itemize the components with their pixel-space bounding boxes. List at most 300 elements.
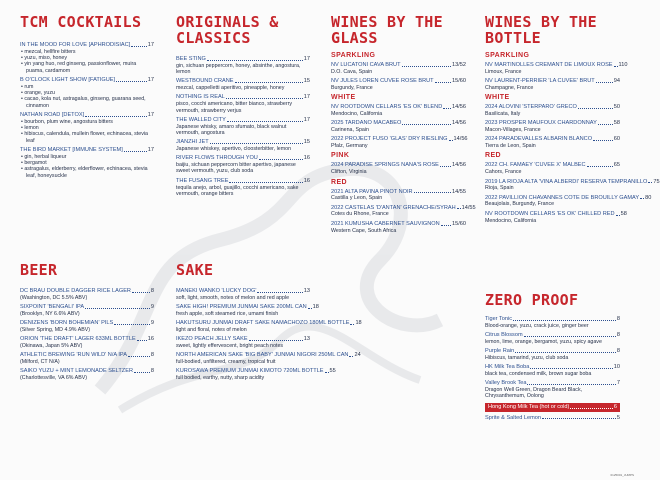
menu-item-line	[485, 120, 620, 127]
dot-leader	[85, 308, 150, 309]
item-price: 110	[618, 62, 628, 68]
item-price: 8	[616, 316, 620, 322]
item-price: 17	[303, 94, 310, 101]
menu-item	[485, 136, 620, 149]
menu-item	[176, 288, 310, 301]
menu-item	[485, 62, 628, 75]
subsection-label: RED	[485, 152, 501, 160]
item-description: Pfalz, Germany	[331, 143, 368, 150]
menu-item-line	[20, 77, 154, 84]
dot-leader	[134, 372, 150, 373]
menu-item-line	[20, 288, 154, 295]
menu-item-line	[331, 204, 476, 212]
dot-leader	[616, 215, 620, 216]
item-price: 14/55	[461, 204, 476, 211]
dot-leader	[128, 356, 150, 357]
item-price: 60	[613, 136, 620, 143]
dot-leader	[116, 81, 147, 82]
item-price: 65	[613, 162, 620, 169]
dot-leader	[131, 46, 147, 47]
menu-item	[485, 194, 652, 208]
subsection-label: WHITE	[331, 94, 356, 102]
item-description: Rioja, Spain	[485, 185, 514, 192]
menu-item-line	[485, 194, 652, 202]
menu-item-line	[20, 304, 154, 311]
item-price: 14/55	[452, 188, 466, 195]
item-name: NV LAURENT-PERRIER 'LA CUVEE' BRUT	[485, 78, 595, 85]
item-description: gin, sichuan peppercorn, honey, absinthe, angostura, lemon	[176, 62, 301, 76]
menu-item-line	[20, 147, 154, 154]
menu-item-line	[485, 62, 628, 69]
item-name: Tiger Tonic	[485, 316, 513, 322]
item-description: Carinena, Spain	[331, 127, 369, 134]
bottle-section	[485, 13, 660, 224]
item-description: black tea, condensed milk, brown sugar boba	[485, 371, 592, 378]
item-name: ORION 'THE DRAFT' LAGER 633ML BOTTLE	[20, 336, 136, 343]
item-name: Sprite & Salted Lemon	[485, 414, 541, 421]
menu-item-line	[331, 120, 466, 127]
item-name: WESTBOUND CRANE	[176, 78, 234, 85]
dot-leader	[598, 124, 613, 125]
item-name: ATHLETIC BREWING 'RUN WILD' N/A IPA	[20, 352, 127, 359]
menu-item	[485, 316, 620, 329]
dot-leader	[593, 140, 613, 141]
menu-item-line	[176, 368, 336, 375]
menu-item	[485, 380, 620, 399]
item-price: 14/56	[452, 162, 466, 169]
originals-title: ORIGINALS & CLASSICS	[176, 13, 279, 47]
item-price: 58	[620, 210, 627, 217]
menu-item	[176, 304, 319, 317]
menu-item	[485, 415, 620, 422]
item-description: (Okinawa, Japan 5% ABV)	[20, 343, 83, 350]
menu-item	[176, 368, 336, 382]
subsection-label: SPARKLING	[331, 52, 376, 59]
item-name: KUROSAWA PREMIUM JUNMAI KIMOTO 720ML BOTTLE	[176, 368, 324, 375]
item-description: Basilicata, Italy	[485, 110, 521, 117]
menu-item-line	[176, 117, 310, 124]
ingredient: • yin yang huo, red ginseng, passionflower, muira puama, cardamom	[26, 61, 154, 74]
ingredient: • mezcal, hellfire bitters	[26, 49, 154, 55]
menu-item	[176, 94, 310, 113]
menu-item	[20, 336, 154, 349]
menu-item	[20, 304, 154, 317]
item-name: SIXPOINT 'BENGALI' IPA	[20, 304, 85, 311]
dot-leader	[85, 116, 147, 117]
menu-item-line	[485, 104, 620, 111]
ingredient-list	[20, 84, 154, 109]
ingredient-list	[20, 49, 154, 74]
dot-leader	[259, 159, 303, 160]
item-name: Purple Rain	[485, 348, 515, 355]
item-price: 16	[303, 177, 310, 184]
dot-leader	[207, 60, 303, 61]
item-name: 2023 PROSPER MAUFOUX CHARDONNAY	[485, 120, 597, 127]
item-name: 2022 PROJECT FUSO 'GLAS' DRY RIESLING	[331, 136, 448, 143]
item-name: MANEKI WANKO 'LUCKY DOG'	[176, 288, 257, 294]
footer-code: 0125001_JUMPS	[610, 473, 634, 477]
menu-item	[485, 210, 627, 224]
ingredient-list	[20, 154, 154, 179]
item-price: 7	[616, 380, 620, 387]
menu-item-line	[20, 352, 154, 359]
dot-leader	[578, 108, 613, 109]
ingredient: • astragalus, elderberry, elderflower, echinacea, stevia leaf, honeysuckle	[26, 166, 154, 179]
item-description: mezcal, cappelletti aperitivo, pineapple, honey	[176, 85, 285, 92]
menu-item	[176, 352, 361, 366]
item-price: 8	[616, 332, 620, 339]
menu-item	[176, 155, 310, 174]
dot-leader	[640, 198, 644, 199]
dot-leader	[524, 336, 616, 337]
item-name: 2021 KUMUSHA CABERNET SAUVIGNON	[331, 220, 440, 227]
originals-section	[176, 14, 310, 197]
menu-item-line	[176, 78, 310, 85]
item-name: SAKE HIGH! PREMIUM JUNMAI SAKE 200ML CAN	[176, 304, 307, 311]
menu-item	[331, 78, 466, 91]
item-name: HAKUTSURU JUNMAI DRAFT SAKE NAMACHOZO 180ML BOTTLE	[176, 320, 350, 327]
sake-title: SAKE	[176, 261, 214, 279]
item-price: 15	[303, 78, 310, 85]
item-description: Champagne, France	[485, 84, 534, 91]
cocktails-title: TCM COCKTAILS	[20, 13, 142, 31]
menu-item	[176, 320, 362, 333]
item-price: 14/56	[452, 120, 466, 127]
item-price: 14/56	[452, 104, 466, 111]
ingredient: • hibiscus, calendula, mullein flower, echinacea, stevia leaf	[26, 131, 154, 144]
subsection-label: PINK	[331, 152, 350, 160]
item-price: 17	[147, 76, 154, 83]
item-name: Citrus Blossom	[485, 332, 523, 339]
menu-item-line	[485, 162, 620, 169]
item-price: 8	[150, 368, 154, 375]
dot-leader	[325, 372, 329, 373]
item-name: NATHAN ROAD [DETOX]	[20, 111, 85, 118]
dot-leader	[570, 408, 613, 409]
dot-leader	[226, 98, 303, 99]
item-name: DC BRAU DOUBLE DAGGER RICE LAGER	[20, 288, 131, 294]
menu-item-line	[485, 78, 620, 85]
item-name: NOTHING IS REAL	[176, 94, 225, 101]
menu-item-line	[331, 136, 466, 143]
item-price: 55	[329, 368, 336, 375]
item-description: lemon, lime, orange, bergamot, yuzu, spicy agave	[485, 338, 602, 345]
menu-item	[20, 112, 154, 144]
item-description: Clifton, Virginia	[331, 169, 367, 176]
menu-item-line	[20, 42, 154, 49]
dot-leader	[440, 166, 451, 167]
menu-item	[331, 120, 466, 133]
dot-leader	[587, 166, 613, 167]
menu-item	[485, 104, 620, 117]
sake-section	[176, 261, 362, 382]
menu-item-line	[485, 178, 660, 186]
menu-item-line	[485, 415, 620, 422]
dot-leader	[527, 384, 615, 385]
menu-item-line	[485, 403, 620, 412]
dot-leader	[137, 340, 147, 341]
item-price: 16	[147, 336, 154, 343]
menu-item	[20, 77, 154, 109]
item-name: B O'CLOCK LIGHT SHOW [FATIGUE]	[20, 76, 116, 83]
menu-item-line	[485, 136, 620, 143]
item-price: 17	[147, 146, 154, 153]
dot-leader	[449, 140, 453, 141]
item-price: 15/60	[452, 78, 466, 85]
item-name: NV LUCATONI CAVA BRUT	[331, 62, 401, 68]
item-name: 2022 CASTELAS 'D'ANTAN' GRENACHE/SYRAH	[331, 204, 456, 211]
menu-item	[331, 162, 466, 175]
menu-item-line	[331, 78, 466, 85]
bottle-title: WINES BY THE BOTTLE	[485, 13, 597, 47]
item-name: 2019 LA RIOJA ALTA 'VINA ALBERDI' RESERVA TEMPRANILLO	[485, 178, 648, 185]
item-description: Beaujolais, Burgundy, France	[485, 201, 555, 208]
ingredient: • yuzu, miso, honey	[26, 55, 154, 61]
menu-item-line	[485, 348, 620, 355]
beer-title: BEER	[20, 261, 58, 279]
item-name: 2022 PAVILLION CHAVANNES COTE DE BROUILLY GAMAY	[485, 194, 640, 201]
item-description: tequila anejo, arbol, guajillo, cocchi americano, sake vermouth, orange bitters	[176, 184, 299, 197]
menu-item-line	[485, 332, 620, 339]
menu-item-line	[485, 364, 620, 371]
dot-leader	[441, 225, 451, 226]
menu-item-line	[176, 352, 361, 359]
item-name: SAIKO YUZU + MINT LEMONADE SELTZER	[20, 368, 133, 375]
menu-item-line	[176, 139, 310, 146]
item-description: Japanese whiskey, apertivo, cloosterbitter, lemon	[176, 146, 292, 153]
menu-item	[485, 178, 660, 192]
item-name: NV MARTINOLLES CREMANT DE LIMOUX ROSE	[485, 62, 613, 68]
item-description: Dragon Well Green, Dragon Beard Black, Chrysanthemum, Oolong	[485, 387, 583, 400]
item-description: Western Cape, South Africa	[331, 227, 397, 234]
subsection-label: WHITE	[485, 94, 510, 102]
item-description: light and floral, notes of melon	[176, 326, 247, 333]
item-price: 80	[645, 194, 652, 201]
menu-item	[331, 189, 466, 202]
menu-item-line	[176, 178, 310, 185]
ingredient: • cacao, kola nut, astragalus, ginseng, guarana seed, cinnamon	[26, 96, 154, 109]
menu-item-line	[176, 94, 310, 101]
item-description: Mendocino, California	[485, 217, 537, 224]
item-name: THE FUSANG TREE	[176, 177, 229, 184]
menu-item-line	[331, 189, 466, 196]
item-name: 2022 CH. FAMAEY 'CUVEE X' MALBEC	[485, 162, 586, 169]
menu-item	[331, 62, 466, 75]
dot-leader	[229, 182, 302, 183]
menu-item	[176, 117, 310, 136]
menu-item	[485, 162, 620, 175]
item-description: soft, light, smooth, notes of melon and red apple	[176, 294, 290, 301]
menu-item	[485, 120, 620, 133]
item-price: 94	[613, 78, 620, 85]
item-price: 16	[303, 155, 310, 162]
menu-item	[20, 288, 154, 301]
item-description: Burgundy, France	[331, 84, 373, 91]
item-name: 2024 PARADISE SPRINGS NANA'S ROSE	[331, 162, 439, 169]
item-name: HK Milk Tea Boba	[485, 364, 530, 371]
ingredient-list	[20, 119, 154, 144]
menu-item	[176, 56, 310, 75]
item-description: Limoux, France	[485, 68, 522, 75]
item-description: Mendocino, California	[331, 110, 383, 117]
zero-proof-title: ZERO PROOF	[485, 291, 579, 309]
menu-item	[485, 403, 620, 412]
menu-item	[485, 364, 620, 377]
item-price: 13	[303, 288, 310, 294]
item-description: fresh apple, soft steamed rice, umami finish	[176, 310, 279, 317]
menu-item-line	[176, 155, 310, 162]
item-description: Blood-orange, yuzu, crack juice, ginger beer	[485, 322, 589, 329]
item-name: IKEZO PEACH JELLY SAKE	[176, 336, 248, 343]
item-name: 2024 ALOVINI 'STERPARO' GRECO	[485, 104, 577, 111]
menu-item-line	[331, 162, 466, 169]
item-name: 2024 PARADEVALLES ALBARIN BLANCO	[485, 136, 593, 143]
item-description: Tierra de Leon, Spain	[485, 143, 536, 150]
subsection-label: SPARKLING	[485, 52, 530, 59]
menu-item	[485, 78, 620, 91]
menu-item	[20, 368, 154, 381]
dot-leader	[614, 66, 618, 67]
menu-item	[331, 136, 466, 149]
zero-proof-section	[485, 292, 620, 421]
dot-leader	[227, 121, 303, 122]
item-price: 8	[150, 352, 154, 359]
menu-item-line	[20, 112, 154, 119]
item-description: (Milford, CT N/A)	[20, 359, 60, 366]
item-price: 8	[150, 288, 154, 294]
dot-leader	[414, 192, 451, 193]
item-price: 9	[150, 304, 154, 311]
ingredient: • bourbon, plum wine, angostura bitters	[26, 119, 154, 125]
item-name: NV JULES LOREN CUVEE ROSE BRUT	[331, 78, 434, 85]
item-price: 17	[147, 111, 154, 118]
item-price: 6	[613, 403, 617, 410]
dot-leader	[114, 324, 150, 325]
menu-item	[331, 221, 466, 234]
ingredient: • bergamot	[26, 160, 154, 166]
item-price: 10	[613, 364, 620, 371]
item-description: (Washington, DC 5.5% ABV)	[20, 294, 88, 301]
glass-section	[331, 13, 476, 234]
item-price: 17	[303, 116, 310, 123]
subsection-label: RED	[331, 178, 347, 186]
dot-leader	[648, 182, 652, 183]
item-description: pisco, cocchi americano, bitter bianco, strawberry vermouth, strawberry verjus	[176, 101, 292, 114]
dot-leader	[443, 108, 451, 109]
menu-item-line	[485, 210, 627, 218]
item-price: 15/60	[452, 220, 466, 227]
ingredient: • rum	[26, 84, 154, 90]
menu-item	[485, 348, 620, 361]
dot-leader	[124, 151, 147, 152]
dot-leader	[542, 418, 616, 419]
item-description: Cotes du Rhone, France	[331, 211, 389, 218]
menu-item-line	[176, 304, 319, 311]
menu-item	[20, 352, 154, 365]
item-price: 58	[613, 120, 620, 127]
item-price: 5	[616, 414, 620, 421]
item-name: Valley Brook Tea	[485, 380, 527, 387]
menu-item	[176, 336, 310, 349]
item-name: DENIZENS 'BORN BOHEMIAN' PILS	[20, 320, 114, 327]
item-description: Macon-Villages, France	[485, 127, 541, 134]
item-name: JIANZHI JET	[176, 139, 209, 146]
dot-leader	[402, 124, 451, 125]
dot-leader	[402, 66, 451, 67]
item-name: NORTH AMERICAN SAKE 'BIG BABY' JUNMAI NIGORI 250ML CAN	[176, 352, 349, 359]
menu-item-line	[176, 336, 310, 343]
menu-item	[176, 78, 310, 91]
item-description: sweet, lightly effervescent, bright peach notes	[176, 343, 284, 350]
item-name: THE BIRD MARKET [IMMUNE SYSTEM]	[20, 146, 123, 153]
menu-item-line	[485, 380, 620, 387]
item-description: (Silver Spring, MD 4.9% ABV)	[20, 326, 91, 333]
item-description: (Brooklyn, NY 6.6% ABV)	[20, 310, 80, 317]
item-price: 18	[355, 320, 362, 327]
item-price: 9	[150, 320, 154, 327]
item-name: BEE STING	[176, 56, 206, 62]
dot-leader	[249, 340, 303, 341]
menu-item-line	[176, 56, 310, 63]
menu-item-line	[485, 316, 620, 323]
ingredient: • orange, yuzu	[26, 90, 154, 96]
dot-leader	[210, 143, 303, 144]
item-price: 24	[354, 352, 361, 359]
menu-item-line	[20, 368, 154, 375]
dot-leader	[350, 324, 354, 325]
item-description: D.O. Cava, Spain	[331, 68, 373, 75]
menu-item-line	[331, 221, 466, 228]
dot-leader	[308, 308, 312, 309]
menu-item	[331, 204, 476, 218]
menu-item-line	[331, 62, 466, 69]
item-name: NV ROOTDOWN CELLARS 'ES OK' BLEND	[331, 104, 443, 111]
item-price: 14/56	[453, 136, 468, 143]
menu-item	[176, 178, 310, 197]
menu-item	[20, 42, 154, 74]
item-description: (Charlottesville, VA 6% ABV)	[20, 375, 88, 382]
dot-leader	[435, 82, 451, 83]
item-price: 50	[613, 104, 620, 111]
item-price: 17	[147, 42, 154, 48]
menu-item	[331, 104, 466, 117]
item-name: Hong Kong Milk Tea (hot or cold)	[488, 403, 570, 410]
ingredient: • gin, herbal liqueur	[26, 154, 154, 160]
item-description: Hibiscus, tamarind, yuzu, club soda	[485, 354, 569, 361]
item-price: 18	[312, 304, 319, 311]
item-name: 2021 ALTA PAVINA PINOT NOIR	[331, 188, 413, 195]
item-price: 13	[303, 336, 310, 343]
dot-leader	[257, 292, 302, 293]
item-price: 75	[653, 178, 660, 185]
glass-title: WINES BY THE GLASS	[331, 13, 443, 47]
menu-item-line	[176, 288, 310, 295]
menu-item-line	[20, 336, 154, 343]
item-description: Japanese whisky, amaro sfumato, black walnut vermouth, angostura	[176, 123, 287, 136]
item-description: Cahors, France	[485, 169, 522, 176]
item-price: 15	[303, 139, 310, 146]
item-name: IN THE MOOD FOR LOVE [APHRODISIAC]	[20, 42, 131, 48]
item-price: 8	[616, 348, 620, 355]
dot-leader	[513, 320, 616, 321]
menu-item	[485, 332, 620, 345]
menu-item	[176, 139, 310, 152]
cocktails-section	[20, 14, 154, 179]
ingredient: • lemon	[26, 125, 154, 131]
dot-leader	[132, 292, 150, 293]
item-description: baijiu, sichuan peppercorn bitter apertivo, japanese sweet vermouth, yuzu, club soda	[176, 162, 296, 175]
dot-leader	[457, 208, 461, 209]
